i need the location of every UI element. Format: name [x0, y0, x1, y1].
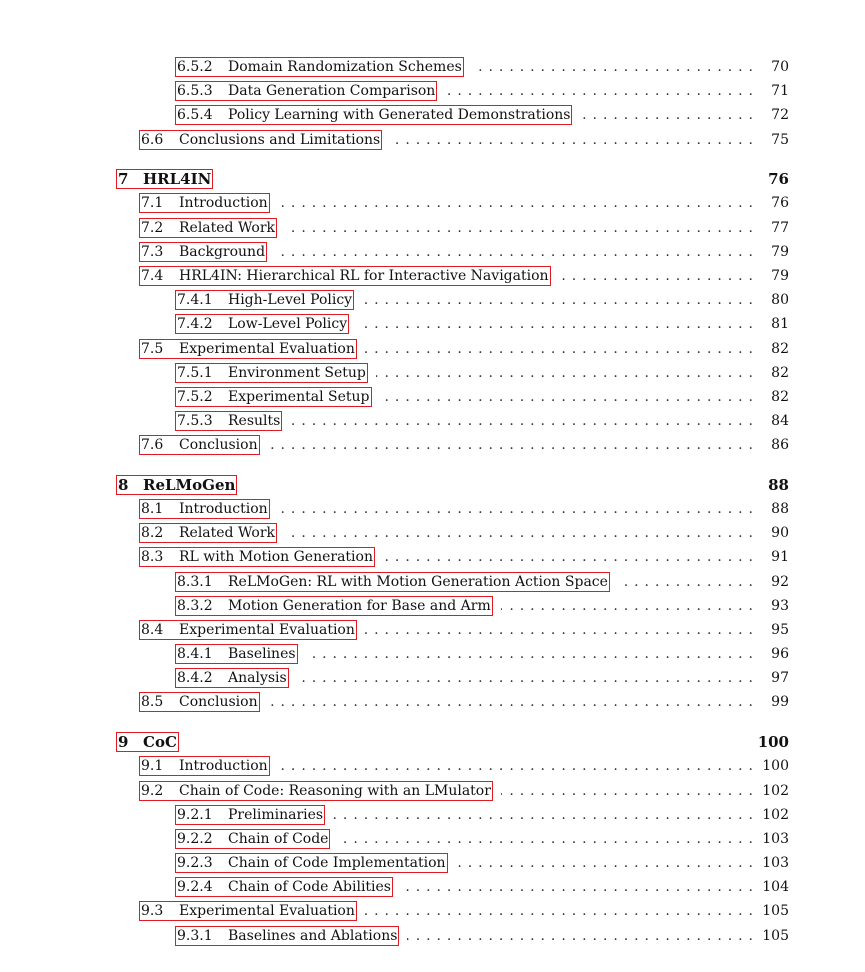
section-number: 8.4.1: [177, 646, 213, 662]
toc-link[interactable]: [139, 435, 260, 455]
page-number[interactable]: 97: [771, 670, 789, 686]
dot-leader: [365, 620, 753, 640]
toc-link[interactable]: [175, 105, 572, 125]
toc-row: [0, 435, 865, 455]
toc-row: [0, 620, 865, 640]
section-number: 8.3: [141, 549, 164, 565]
dot-leader: [383, 547, 753, 567]
section-title: HRL4IN: [143, 170, 212, 188]
toc-link[interactable]: [175, 57, 464, 77]
dot-leader: [297, 668, 753, 688]
dot-leader: [380, 387, 753, 407]
page-number[interactable]: 95: [771, 622, 789, 638]
page-number[interactable]: 81: [771, 316, 789, 332]
section-title: Data Generation Comparison: [228, 83, 436, 99]
page-number[interactable]: 96: [771, 646, 789, 662]
section-title: Analysis: [228, 670, 287, 686]
page-number[interactable]: 99: [771, 694, 789, 710]
section-number: 8.3.1: [177, 574, 213, 590]
toc-row: [0, 901, 865, 921]
section-title: Results: [228, 413, 281, 429]
toc-row: [0, 266, 865, 286]
section-number: 9.3: [141, 903, 164, 919]
section-number: 9.2.4: [177, 879, 213, 895]
toc-link[interactable]: [175, 572, 610, 592]
dot-leader: [365, 339, 753, 359]
section-number: 7.5.1: [177, 365, 213, 381]
section-number: 6.5.3: [177, 83, 213, 99]
page-number[interactable]: 103: [762, 855, 789, 871]
page-number[interactable]: 75: [771, 132, 789, 148]
section-title: Chain of Code: Reasoning with an LMulator: [179, 783, 491, 799]
section-title: Experimental Evaluation: [179, 622, 355, 638]
toc-row: [0, 339, 865, 359]
toc-chapter-row: [0, 475, 865, 495]
toc-row: [0, 756, 865, 776]
section-number: 7.4.1: [177, 292, 213, 308]
page-number[interactable]: 88: [768, 476, 789, 494]
toc-row: [0, 829, 865, 849]
section-number: 8.2: [141, 525, 164, 541]
toc-link[interactable]: [116, 169, 213, 189]
toc-link[interactable]: [116, 732, 179, 752]
section-title: ReLMoGen: RL with Motion Generation Action Space: [228, 574, 608, 590]
page-number[interactable]: 79: [771, 268, 789, 284]
section-title: RL with Motion Generation: [179, 549, 373, 565]
page-number[interactable]: 70: [771, 59, 789, 75]
toc-row: [0, 387, 865, 407]
dot-leader: [365, 901, 753, 921]
section-number: 7.3: [141, 244, 164, 260]
toc-link[interactable]: [175, 853, 448, 873]
toc-link[interactable]: [116, 475, 237, 495]
page-number[interactable]: 71: [771, 83, 789, 99]
toc-link[interactable]: [139, 781, 493, 801]
section-title: Chain of Code Abilities: [228, 879, 391, 895]
toc-chapter-row: [0, 169, 865, 189]
toc-link[interactable]: [175, 829, 330, 849]
section-title: Baselines and Ablations: [228, 928, 398, 944]
toc-link[interactable]: [139, 218, 277, 238]
toc-link[interactable]: [175, 290, 354, 310]
page-number[interactable]: 105: [762, 903, 789, 919]
dot-leader: [407, 926, 753, 946]
section-title: High-Level Policy: [228, 292, 353, 308]
toc-row: [0, 692, 865, 712]
toc-link[interactable]: [175, 596, 493, 616]
dot-leader: [357, 314, 753, 334]
toc-row: [0, 499, 865, 519]
toc-row: [0, 363, 865, 383]
toc-row: [0, 781, 865, 801]
toc-link[interactable]: [139, 547, 375, 567]
toc-link[interactable]: [139, 242, 267, 262]
toc-link[interactable]: [139, 692, 260, 712]
section-title: Policy Learning with Generated Demonstrations: [228, 107, 571, 123]
dot-leader: [501, 596, 753, 616]
page-number[interactable]: 105: [762, 928, 789, 944]
section-title: Conclusions and Limitations: [179, 132, 381, 148]
dot-leader: [456, 853, 753, 873]
page-number[interactable]: 77: [771, 220, 789, 236]
section-title: Environment Setup: [228, 365, 366, 381]
toc-link[interactable]: [175, 926, 399, 946]
toc-chapter-row: [0, 732, 865, 752]
page-number[interactable]: 82: [771, 389, 789, 405]
page-number[interactable]: 90: [771, 525, 789, 541]
section-title: Conclusion: [179, 694, 258, 710]
page-number[interactable]: 103: [762, 831, 789, 847]
section-title: Baselines: [228, 646, 296, 662]
section-title: Experimental Evaluation: [179, 903, 355, 919]
section-title: Experimental Setup: [228, 389, 370, 405]
section-title: Conclusion: [179, 437, 258, 453]
section-number: 6.5.4: [177, 107, 213, 123]
page-number[interactable]: 86: [771, 437, 789, 453]
toc-link[interactable]: [139, 620, 357, 640]
section-title: Motion Generation for Base and Arm: [228, 598, 491, 614]
page-number[interactable]: 91: [771, 549, 789, 565]
dot-leader: [278, 756, 753, 776]
section-number: 7.5: [141, 341, 164, 357]
toc-row: [0, 644, 865, 664]
toc-row: [0, 877, 865, 897]
page-number[interactable]: 76: [768, 170, 789, 188]
toc-row: [0, 668, 865, 688]
dot-leader: [290, 411, 753, 431]
dot-leader: [472, 57, 753, 77]
toc-link[interactable]: [175, 644, 298, 664]
section-title: Preliminaries: [228, 807, 324, 823]
dot-leader: [390, 130, 753, 150]
section-number: 7: [118, 170, 129, 188]
section-number: 7.4.2: [177, 316, 213, 332]
section-number: 7.6: [141, 437, 164, 453]
section-number: 9.2.2: [177, 831, 213, 847]
page-number[interactable]: 72: [771, 107, 789, 123]
section-number: 9.2.3: [177, 855, 213, 871]
dot-leader: [338, 829, 753, 849]
toc-row: [0, 218, 865, 238]
toc-row: [0, 572, 865, 592]
section-number: 8.4: [141, 622, 164, 638]
section-number: 9.2.1: [177, 807, 213, 823]
section-number: 6.6: [141, 132, 164, 148]
section-title: Introduction: [179, 758, 268, 774]
section-title: Introduction: [179, 195, 268, 211]
dot-leader: [268, 435, 753, 455]
section-title: Introduction: [179, 501, 268, 517]
page-number[interactable]: 82: [771, 341, 789, 357]
toc-row: [0, 105, 865, 125]
page-number[interactable]: 82: [771, 365, 789, 381]
dot-leader: [285, 523, 753, 543]
dot-leader: [285, 218, 753, 238]
toc-link[interactable]: [139, 193, 270, 213]
page-number[interactable]: 102: [762, 783, 789, 799]
toc-link[interactable]: [175, 668, 289, 688]
section-number: 8.4.2: [177, 670, 213, 686]
section-number: 8.5: [141, 694, 164, 710]
dot-leader: [333, 805, 753, 825]
dot-leader: [376, 363, 753, 383]
page-number[interactable]: 92: [771, 574, 789, 590]
page-number[interactable]: 93: [771, 598, 789, 614]
toc-row: [0, 81, 865, 101]
toc-link[interactable]: [139, 130, 382, 150]
section-title: Background: [179, 244, 266, 260]
page-number[interactable]: 84: [771, 413, 789, 429]
section-number: 7.5.2: [177, 389, 213, 405]
section-number: 8: [118, 476, 129, 494]
dot-leader: [401, 877, 753, 897]
toc-link[interactable]: [139, 339, 357, 359]
toc-link[interactable]: [175, 387, 372, 407]
dot-leader: [362, 290, 753, 310]
toc-link[interactable]: [175, 877, 393, 897]
section-title: Domain Randomization Schemes: [228, 59, 462, 75]
toc-row: [0, 242, 865, 262]
section-number: 7.1: [141, 195, 164, 211]
toc-link[interactable]: [175, 314, 349, 334]
dot-leader: [618, 572, 753, 592]
dot-leader: [306, 644, 753, 664]
toc-row: [0, 853, 865, 873]
page-number[interactable]: 88: [771, 501, 789, 517]
toc-row: [0, 314, 865, 334]
toc-link[interactable]: [139, 523, 277, 543]
toc-link[interactable]: [139, 266, 551, 286]
toc-link[interactable]: [175, 411, 282, 431]
dot-leader: [278, 193, 753, 213]
section-title: HRL4IN: Hierarchical RL for Interactive Navigation: [179, 268, 549, 284]
dot-leader: [445, 81, 753, 101]
section-number: 9.3.1: [177, 928, 213, 944]
section-number: 7.2: [141, 220, 164, 236]
section-number: 9.2: [141, 783, 164, 799]
toc-link[interactable]: [139, 901, 357, 921]
section-number: 7.5.3: [177, 413, 213, 429]
page-number[interactable]: 79: [771, 244, 789, 260]
page-number[interactable]: 76: [771, 195, 789, 211]
page-number[interactable]: 100: [762, 758, 789, 774]
dot-leader: [268, 692, 753, 712]
toc-row: [0, 805, 865, 825]
page-number[interactable]: 104: [762, 879, 789, 895]
section-number: 9.1: [141, 758, 164, 774]
toc-link[interactable]: [175, 805, 325, 825]
section-title: Experimental Evaluation: [179, 341, 355, 357]
toc-row: [0, 523, 865, 543]
section-number: 8.1: [141, 501, 164, 517]
toc-row: [0, 411, 865, 431]
toc-row: [0, 596, 865, 616]
section-title: CoC: [143, 733, 177, 751]
section-title: Related Work: [179, 525, 276, 541]
toc-row: [0, 57, 865, 77]
toc-link[interactable]: [139, 756, 270, 776]
page-number[interactable]: 100: [757, 733, 789, 751]
dot-leader: [559, 266, 753, 286]
toc-row: [0, 926, 865, 946]
dot-leader: [580, 105, 753, 125]
section-title: Chain of Code: [228, 831, 329, 847]
dot-leader: [278, 499, 753, 519]
section-title: ReLMoGen: [143, 476, 236, 494]
toc-row: [0, 547, 865, 567]
section-title: Low-Level Policy: [228, 316, 348, 332]
section-number: 6.5.2: [177, 59, 213, 75]
section-title: Related Work: [179, 220, 276, 236]
toc-link[interactable]: [175, 363, 368, 383]
section-number: 9: [118, 733, 129, 751]
toc-row: [0, 290, 865, 310]
page-number[interactable]: 80: [771, 292, 789, 308]
toc-link[interactable]: [175, 81, 437, 101]
toc-row: [0, 193, 865, 213]
section-number: 7.4: [141, 268, 164, 284]
toc-link[interactable]: [139, 499, 270, 519]
section-number: 8.3.2: [177, 598, 213, 614]
dot-leader: [275, 242, 753, 262]
dot-leader: [501, 781, 753, 801]
section-title: Chain of Code Implementation: [228, 855, 446, 871]
page-number[interactable]: 102: [762, 807, 789, 823]
toc-row: [0, 130, 865, 150]
